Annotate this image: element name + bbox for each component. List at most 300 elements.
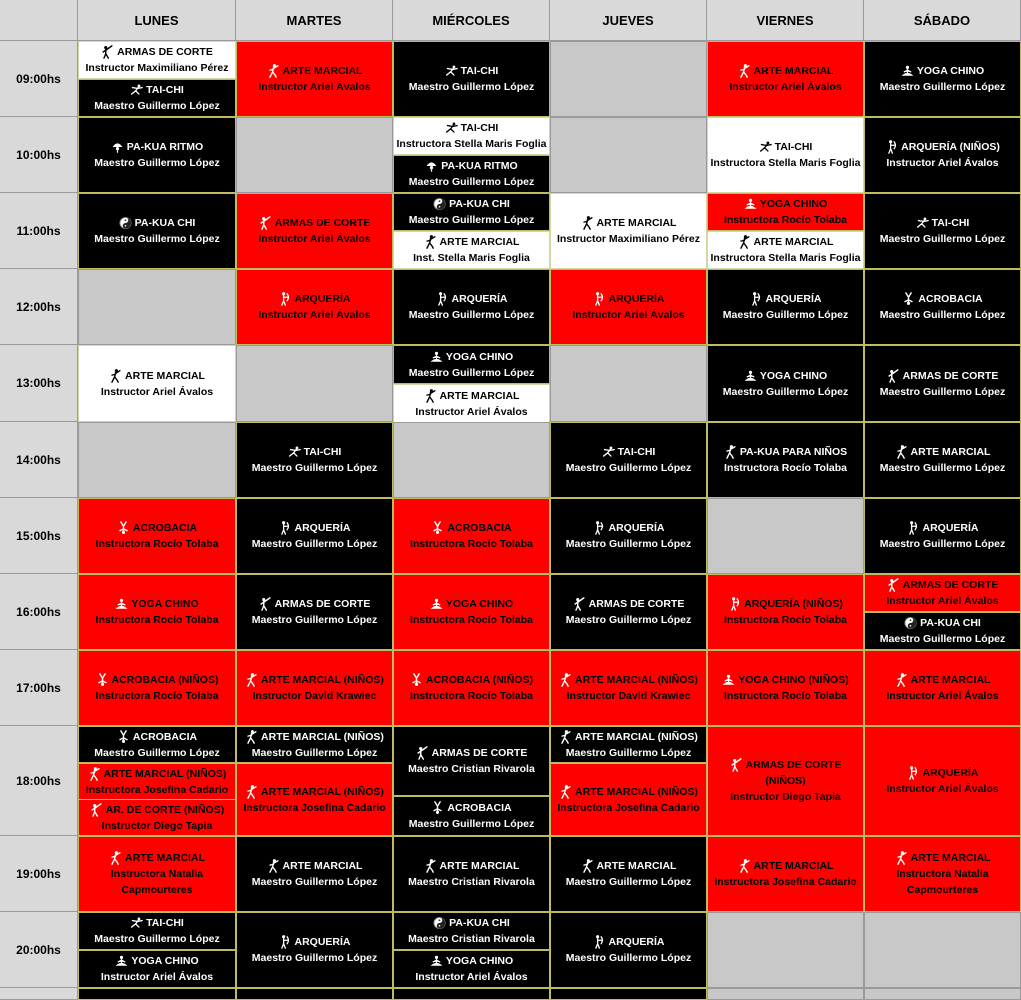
sword-icon [887,369,900,383]
class-title: ACROBACIA [447,522,512,534]
class-title: ARQUERÍA [294,293,351,305]
meditation-icon [744,197,757,211]
class-title: TAI-CHI [460,122,499,134]
class-title-row [130,915,184,931]
empty-slot [78,269,236,345]
class-title-row [730,757,842,773]
class-teacher: Inst. Stella Maris Foglia [413,252,530,264]
class-slot-arqueria [393,269,550,345]
class-teacher: Instructora Josefina Cadario [243,801,386,814]
class-teacher: Maestro Guillermo López [251,462,378,474]
class-slot-pa-kua-ritmo [393,155,550,193]
taichi-icon [445,121,458,135]
class-title: ACROBACIA [447,802,512,814]
day-header-viernes: VIERNES [707,0,864,41]
time-label-15-00hs: 15:00hs [0,498,78,574]
class-title: ARQUERÍA [608,936,665,948]
overflow-cell [78,988,236,1000]
class-title: ARTE MARCIAL [753,65,834,77]
archer-icon [749,292,762,306]
yinyang-icon [904,616,917,630]
class-title-row [445,63,499,79]
meditation-icon [430,954,443,968]
acrobat-icon [117,730,130,744]
class-teacher: Instructor Ariel Ávalos [886,157,999,169]
class-title: ARQUERÍA (NIÑOS) [901,141,1000,153]
class-title: YOGA CHINO [759,369,828,382]
class-teacher: Maestro Guillermo López [565,538,692,550]
meditation-icon [430,350,443,364]
class-teacher: Instructor Maximiliano Pérez [85,62,229,74]
class-title: ARQUERÍA [294,936,351,948]
kick-icon [581,859,594,873]
time-label-16-00hs: 16:00hs [0,574,78,650]
class-title: PA-KUA PARA NIÑOS [739,446,848,458]
yinyang-icon [433,197,446,211]
class-teacher: Maestro Guillermo López [408,214,535,226]
class-title: TAI-CHI [146,917,184,929]
meditation-icon [901,64,914,78]
class-title-row [887,368,999,384]
class-title-row [433,915,510,931]
meditation-icon [744,369,757,383]
class-title: ARTE MARCIAL [596,860,677,872]
class-title: YOGA CHINO [445,350,514,363]
class-title: ARQUERÍA (NIÑOS) [744,598,843,610]
kick-icon [559,785,572,799]
class-slot-arte-marcial [78,345,236,422]
class-slot-armas-de-corte [550,574,707,650]
class-title-row [101,44,213,60]
class-title-row [435,291,507,307]
class-title: ARQUERÍA [608,293,665,305]
class-slot-tai-chi [393,41,550,117]
class-title-row [559,729,698,745]
sword-icon [259,216,272,230]
class-slot-arqueria [864,726,1021,836]
class-title-row [559,784,698,800]
class-teacher: Maestro Guillermo López [251,952,378,964]
acrobat-icon [117,521,130,535]
class-title: ARQUERÍA [922,767,979,779]
class-teacher: Maestro Guillermo López [408,309,535,321]
class-title: ARTE MARCIAL [910,446,991,458]
class-title-row [424,388,520,404]
kick-icon [109,369,122,383]
class-slot-arqueria [707,269,864,345]
time-label-18-00hs: 18:00hs [0,726,78,836]
sword-icon [259,597,272,611]
class-slot-yoga-chino [393,950,550,988]
archer-icon [885,140,898,154]
class-teacher-line2: Capmourteres [906,884,979,896]
meditation-icon [722,673,735,687]
yinyang-icon [433,916,446,930]
class-slot-arqueria [236,912,393,988]
class-slot-pa-kua-chi [393,912,550,950]
class-teacher-line2: Capmourteres [121,884,193,896]
day-header-martes: MARTES [236,0,393,41]
class-title-row [592,934,664,950]
class-slot-ar-de-corte-ninos [78,799,236,836]
class-title: ARTE MARCIAL [439,860,520,872]
class-teacher: Instructora Stella Maris Foglia [710,252,861,264]
class-teacher: Maestro Guillermo López [94,233,220,245]
class-title-row [722,672,848,688]
class-teacher: Maestro Guillermo López [94,100,220,112]
class-teacher: Maestro Cristian Rivarola [408,763,535,775]
kick-icon [424,859,437,873]
class-title: YOGA CHINO [131,598,199,610]
class-title: ARTE MARCIAL [125,369,205,382]
class-slot-armas-de-corte [236,574,393,650]
class-title-row [117,729,197,745]
class-title-row [425,158,517,174]
class-title: ACROBACIA [132,730,198,743]
class-title-row [245,672,384,688]
taichi-icon [288,445,301,459]
class-teacher: Maestro Guillermo López [722,385,849,398]
class-slot-armas-de-corte [393,726,550,796]
class-title: PA-KUA CHI [134,217,196,229]
class-slot-acrobacia-ninos [78,650,236,726]
kick-icon [724,445,737,459]
class-title-row [724,444,847,460]
class-teacher: Instructor Ariel Ávalos [886,783,999,795]
class-title-row [109,368,205,384]
class-title: ARMAS DE CORTE [902,579,999,591]
kick-icon [738,859,751,873]
class-teacher: Instructor Ariel Ávalos [258,233,371,245]
class-teacher: Instructora Rocío Tolaba [410,538,533,550]
class-slot-arte-marcial [864,836,1021,912]
class-slot-armas-de-corte [78,41,236,79]
class-title-row [592,291,664,307]
class-title-row [109,850,205,866]
class-title-row [581,858,677,874]
kick-icon [559,730,572,744]
time-label-19-00hs: 19:00hs [0,836,78,912]
class-teacher: Maestro Guillermo López [408,176,535,188]
class-title-row [430,596,513,612]
yinyang-icon [119,216,132,230]
class-slot-arte-marcial [550,836,707,912]
class-slot-yoga-chino [78,574,236,650]
class-title: TAI-CHI [774,141,813,153]
class-title-row [573,596,685,612]
class-title: ARTE MARCIAL [753,860,834,872]
class-title-row [431,800,511,816]
class-title-row [267,63,363,79]
class-title-line2: (NIÑOS) [765,775,806,787]
class-title: ARTE MARCIAL [282,860,363,872]
class-slot-pa-kua-chi [864,612,1021,650]
class-slot-acrobacia [78,726,236,763]
taichi-icon [130,916,143,930]
class-slot-arqueria-ninos [864,117,1021,193]
class-teacher: Maestro Guillermo López [408,366,535,379]
class-title-row [267,858,363,874]
archer-icon [592,521,605,535]
class-teacher: Instructora Natalia [896,868,989,880]
class-title-row [581,215,677,231]
time-label-20-00hs: 20:00hs [0,912,78,988]
acrobat-icon [410,673,423,687]
class-title-row [895,850,991,866]
class-slot-tai-chi [550,422,707,498]
class-title-row [749,291,821,307]
class-title-row [245,729,384,745]
class-slot-arte-marcial [393,836,550,912]
class-title-row [895,672,991,688]
class-slot-arte-marcial [393,231,550,269]
class-title: YOGA CHINO [131,955,199,967]
class-title: ARQUERÍA [451,293,508,305]
class-teacher: Instructora Rocío Tolaba [724,690,847,702]
class-title: ARMAS DE CORTE [745,759,842,771]
class-slot-arte-marcial [236,836,393,912]
class-slot-tai-chi [864,193,1021,269]
class-teacher: Instructor Diego Tapia [101,819,213,832]
overflow-cell [864,988,1021,1000]
class-slot-armas-de-corte [707,726,864,836]
class-teacher: Instructora Rocío Tolaba [724,462,847,474]
class-teacher: Instructor Ariel Ávalos [415,405,528,418]
class-title: ARTE MARCIAL (NIÑOS) [261,730,384,743]
class-title-row [902,291,982,307]
kick-icon [424,235,437,249]
class-slot-arte-marcial-ninos [236,726,393,763]
class-title: TAI-CHI [617,446,656,458]
time-label-11-00hs: 11:00hs [0,193,78,269]
kick-icon [895,445,908,459]
sword-icon [730,758,743,772]
class-teacher: Instructora Rocío Tolaba [410,690,533,702]
class-teacher: Instructora Rocío Tolaba [95,690,219,702]
class-title-row [885,139,1000,155]
class-title-row [431,520,511,536]
empty-slot [236,345,393,422]
class-title: ACROBACIA [132,522,198,534]
archer-icon [278,521,291,535]
class-teacher: Maestro Guillermo López [879,233,1006,245]
class-title-row [96,672,219,688]
class-title-row [738,858,834,874]
class-title: ARMAS DE CORTE [274,217,371,229]
class-title-row [728,596,843,612]
archer-icon [278,935,291,949]
class-title: TAI-CHI [146,84,184,96]
class-teacher: Maestro Guillermo López [408,818,535,830]
class-title: ARTE MARCIAL [439,389,520,402]
class-teacher: Maestro Guillermo López [879,385,1006,398]
time-label-13-00hs: 13:00hs [0,345,78,422]
class-slot-arte-marcial-ninos [550,763,707,836]
class-teacher: Maestro Guillermo López [879,81,1006,93]
overflow-cell [236,988,393,1000]
class-slot-tai-chi [78,79,236,117]
class-teacher: Maestro Guillermo López [94,746,220,759]
class-title-row [259,596,371,612]
class-slot-yoga-chino [707,193,864,231]
class-teacher: Instructor Ariel Ávalos [572,309,685,321]
class-teacher: Instructora Stella Maris Foglia [396,138,547,150]
taichi-icon [916,216,929,230]
class-teacher: Instructor Maximiliano Pérez [557,233,700,245]
class-teacher: Instructor Ariel Ávalos [100,385,214,398]
class-title-row [424,858,520,874]
fan-icon [425,159,438,173]
meditation-icon [115,597,128,611]
class-slot-arte-marcial [864,650,1021,726]
day-header-jueves: JUEVES [550,0,707,41]
class-slot-tai-chi [707,117,864,193]
class-title-row [119,215,196,231]
class-title: ACROBACIA (NIÑOS) [426,674,533,686]
class-title: ARTE MARCIAL (NIÑOS) [575,730,698,743]
time-label-09-00hs: 09:00hs [0,41,78,117]
class-slot-armas-de-corte [864,574,1021,612]
class-title: ARMAS DE CORTE [431,747,528,759]
class-title-row [906,520,978,536]
class-teacher: Instructor Ariel Ávalos [100,971,214,983]
class-title: ARMAS DE CORTE [588,598,685,610]
day-header-sabado: SÁBADO [864,0,1021,41]
class-teacher: Instructora Josefina Cadario [85,783,229,796]
corner-cell [0,0,78,41]
class-title-row [416,745,528,761]
class-title-row [130,82,184,98]
class-slot-yoga-chino [707,345,864,422]
class-title-row [433,196,510,212]
kick-icon [245,673,258,687]
class-title-row [111,139,203,155]
sword-icon [416,746,429,760]
class-slot-arte-marcial [550,193,707,269]
kick-icon [895,673,908,687]
class-slot-yoga-chino [864,41,1021,117]
acrobat-icon [431,521,444,535]
class-slot-pa-kua-chi [393,193,550,231]
class-title-row [278,520,350,536]
class-title: YOGA CHINO [445,955,514,967]
time-label-14-00hs: 14:00hs [0,422,78,498]
class-slot-acrobacia-ninos [393,650,550,726]
empty-slot [550,345,707,422]
class-title: ARTE MARCIAL [125,852,205,864]
class-title: TAI-CHI [460,65,499,77]
empty-slot [707,498,864,574]
class-teacher: Maestro Guillermo López [565,746,692,759]
class-title: ARTE MARCIAL (NIÑOS) [575,785,698,798]
class-title-row [424,234,520,250]
class-title-row [906,765,978,781]
class-title: ARQUERÍA [294,522,351,534]
class-teacher: Instructor Ariel Ávalos [729,81,842,93]
class-slot-arte-marcial [393,384,550,423]
class-title: ARTE MARCIAL (NIÑOS) [261,674,384,686]
class-slot-arqueria [550,269,707,345]
class-title: YOGA CHINO (NIÑOS) [738,674,849,686]
class-slot-acrobacia [78,498,236,574]
class-teacher: Instructora Rocío Tolaba [724,614,847,626]
class-slot-arqueria [236,498,393,574]
class-teacher: Instructor Ariel Ávalos [886,595,999,607]
time-label-12-00hs: 12:00hs [0,269,78,345]
class-slot-arte-marcial [236,41,393,117]
class-title-row [887,577,999,593]
class-title-row [744,196,827,212]
class-teacher: Maestro Guillermo López [565,952,692,964]
class-title-row [430,349,513,365]
class-teacher: Maestro Guillermo López [408,81,535,93]
class-slot-yoga-chino [393,345,550,384]
class-teacher: Maestro Guillermo López [251,614,378,626]
class-title-row [602,444,656,460]
taichi-icon [759,140,772,154]
class-title: ARTE MARCIAL (NIÑOS) [261,785,384,798]
empty-slot [78,422,236,498]
kick-icon [424,389,437,403]
class-teacher: Instructor Ariel Ávalos [886,690,999,702]
class-title-row [904,615,981,631]
class-title-row [245,784,384,800]
class-teacher: Instructora Rocío Tolaba [724,214,847,226]
class-slot-arqueria [550,498,707,574]
class-teacher: Instructora Stella Maris Foglia [710,157,861,169]
class-teacher: Instructor Diego Tapia [730,791,841,803]
class-teacher: Maestro Guillermo López [565,614,692,626]
class-slot-acrobacia [864,269,1021,345]
class-title-row [445,120,499,136]
class-teacher: Maestro Guillermo López [251,538,378,550]
class-slot-yoga-chino [393,574,550,650]
class-teacher: Instructor Ariel Ávalos [415,971,528,983]
class-title-row [259,215,371,231]
sword-icon [573,597,586,611]
class-title-row [410,672,533,688]
class-title-row [88,766,227,782]
fan-icon [111,140,124,154]
class-title-row [759,139,813,155]
class-title: ARMAS DE CORTE [117,46,213,58]
class-slot-pa-kua-para-ninos [707,422,864,498]
sword-icon [90,803,103,817]
class-title: ARTE MARCIAL (NIÑOS) [103,767,227,780]
class-teacher: Instructor David Krawiec [566,690,691,702]
empty-slot [550,41,707,117]
class-title: YOGA CHINO [445,598,514,610]
class-title-row [901,63,984,79]
class-slot-armas-de-corte [864,345,1021,422]
class-slot-tai-chi [393,117,550,155]
class-slot-arte-marcial-ninos [236,650,393,726]
class-slot-acrobacia [393,796,550,836]
archer-icon [278,292,291,306]
kick-icon [738,64,751,78]
kick-icon [88,767,101,781]
class-slot-pa-kua-ritmo [78,117,236,193]
empty-slot [393,422,550,498]
archer-icon [906,766,919,780]
class-title-row [744,368,827,384]
sword-icon [101,45,114,59]
class-title: PA-KUA RITMO [441,160,518,172]
meditation-icon [430,597,443,611]
class-title: ARMAS DE CORTE [902,369,999,382]
class-title: ARMAS DE CORTE [274,598,371,610]
class-teacher: Maestro Guillermo López [565,876,692,888]
